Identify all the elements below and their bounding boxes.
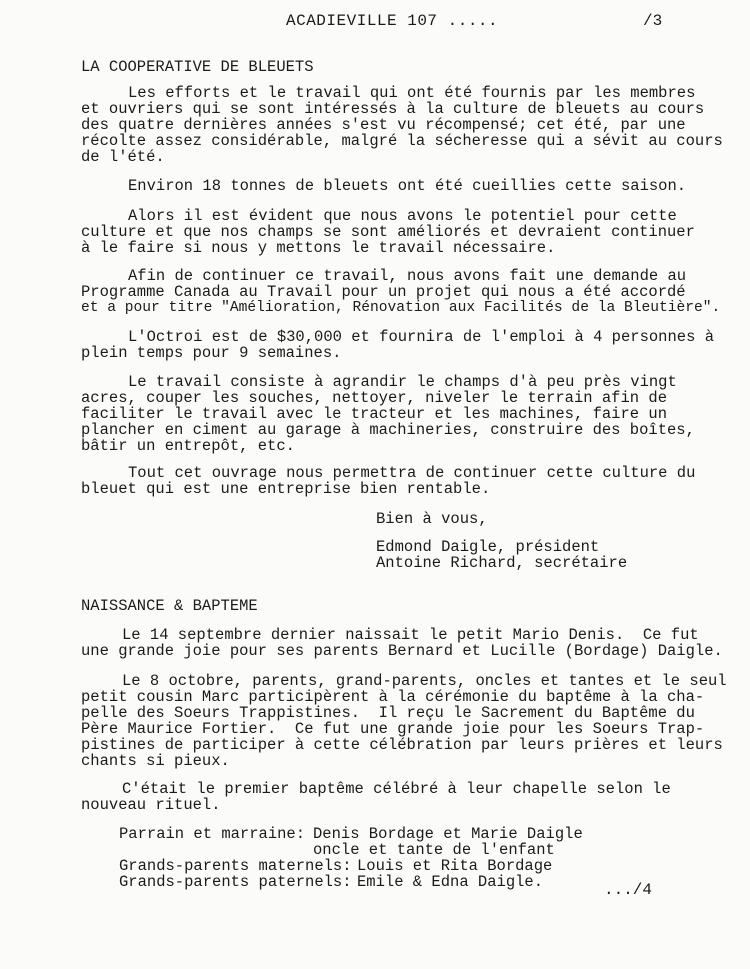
section-heading-birth: NAISSANCE & BAPTEME bbox=[81, 597, 258, 615]
text-line: récolte assez considérable, malgré la sécheresse qui a sévit au cours bbox=[81, 132, 723, 150]
maternal-grandparents-label: Grands-parents maternels: bbox=[119, 857, 352, 875]
text-line: Le 14 septembre dernier naissait le petit Mario Denis. Ce fut bbox=[122, 626, 699, 644]
text-line: bâtir un entrepôt, etc. bbox=[81, 437, 295, 455]
text-line: Afin de continuer ce travail, nous avons fait une demande au bbox=[128, 267, 687, 285]
text-line: acres, couper les souches, nettoyer, niveler le terrain afin de bbox=[81, 389, 667, 407]
text-line: Le travail consiste à agrandir le champs d'à peu près vingt bbox=[128, 373, 677, 391]
text-line: Environ 18 tonnes de bleuets ont été cueillies cette saison. bbox=[128, 177, 687, 195]
text-line: culture et que nos champs se sont améliorés et devraient continuer bbox=[81, 223, 695, 241]
godparents-value: Denis Bordage et Marie Daigle bbox=[313, 825, 583, 843]
text-line: et ouvriers qui se sont intéressés à la culture de bleuets au cours bbox=[81, 100, 705, 118]
godparents-note: oncle et tante de l'enfant bbox=[313, 841, 555, 859]
text-line: faciliter le travail avec le tracteur et les machines, faire un bbox=[81, 405, 667, 423]
page-number: /3 bbox=[643, 12, 663, 30]
text-line: de l'été. bbox=[81, 148, 165, 166]
paternal-grandparents-label: Grands-parents paternels: bbox=[119, 873, 352, 891]
text-line: des quatre dernières années s'est vu récompensé; cet été, par une bbox=[81, 116, 686, 134]
section-heading-cooperative: LA COOPERATIVE DE BLEUETS bbox=[81, 58, 314, 76]
text-line: Alors il est évident que nous avons le potentiel pour cette bbox=[128, 207, 677, 225]
page-header-title: ACADIEVILLE 107 ..... bbox=[286, 12, 499, 30]
text-line: chants si pieux. bbox=[81, 752, 230, 770]
text-line: bleuet qui est une entreprise bien rentable. bbox=[81, 480, 491, 498]
text-line: une grande joie pour ses parents Bernard et Lucille (Bordage) Daigle. bbox=[81, 642, 723, 660]
text-line: Programme Canada au Travail pour un projet qui nous a été accordé bbox=[81, 283, 686, 301]
godparents-label: Parrain et marraine: bbox=[119, 825, 306, 843]
text-line: pelle des Soeurs Trappistines. Il reçu le Sacrement du Baptême du bbox=[81, 704, 695, 722]
text-line: à le faire si nous y mettons le travail nécessaire. bbox=[81, 239, 556, 257]
closing-salutation: Bien à vous, bbox=[376, 510, 488, 528]
text-line: L'Octroi est de $30,000 et fournira de l'emploi à 4 personnes à bbox=[128, 328, 714, 346]
text-line: nouveau rituel. bbox=[81, 796, 221, 814]
continuation-marker: .../4 bbox=[604, 881, 653, 899]
text-line: pistines de participer à cette célébration par leurs prières et leurs bbox=[81, 736, 723, 754]
text-line: C'était le premier baptême célébré à leur chapelle selon le bbox=[122, 780, 671, 798]
text-line: plein temps pour 9 semaines. bbox=[81, 344, 342, 362]
text-line: petit cousin Marc participèrent à la cérémonie du baptême à la cha- bbox=[81, 688, 705, 706]
text-line: Le 8 octobre, parents, grand-parents, oncles et tantes et le seul bbox=[122, 672, 727, 690]
signature-president: Edmond Daigle, président bbox=[376, 538, 600, 556]
signature-secretary: Antoine Richard, secrétaire bbox=[376, 554, 628, 572]
text-line: Tout cet ouvrage nous permettra de continuer cette culture du bbox=[128, 464, 696, 482]
text-line: Père Maurice Fortier. Ce fut une grande joie pour les Soeurs Trap- bbox=[81, 720, 705, 738]
text-line: plancher en ciment au garage à machineries, construire des boîtes, bbox=[81, 421, 695, 439]
maternal-grandparents-value: Louis et Rita Bordage bbox=[357, 857, 553, 875]
text-line: et a pour titre "Amélioration, Rénovation aux Facilités de la Bleutière". bbox=[81, 300, 721, 316]
paternal-grandparents-value: Emile & Edna Daigle. bbox=[357, 873, 544, 891]
text-line: Les efforts et le travail qui ont été fournis par les membres bbox=[128, 84, 696, 102]
